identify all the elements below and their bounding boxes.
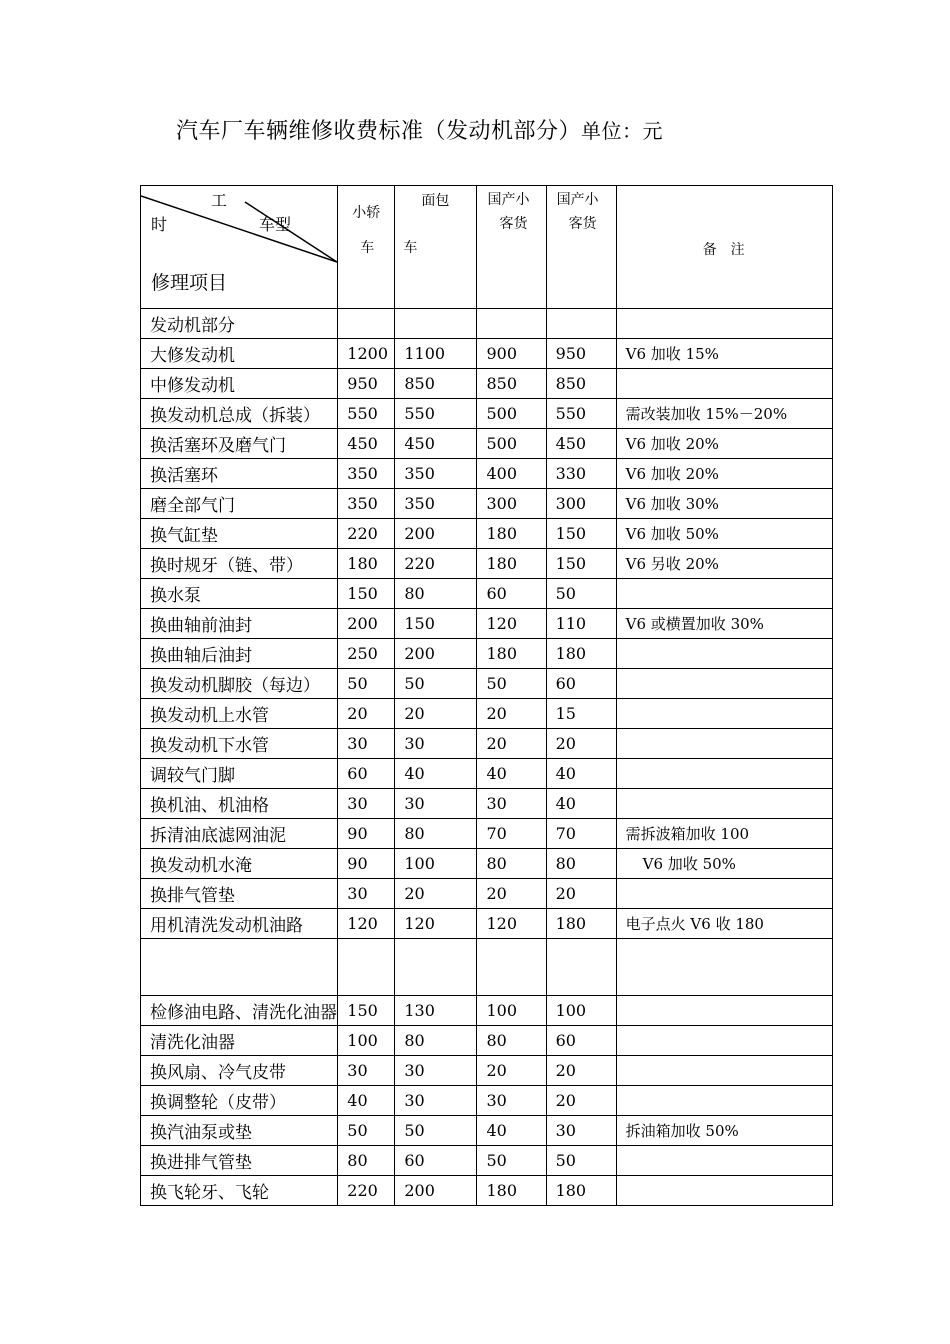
corner-header-cell — [141, 186, 338, 309]
col-header-line1: 小轿 — [352, 205, 381, 221]
repair-item-cell: 换机油、机油格 — [141, 789, 338, 819]
domestic-1-fee-cell: 40 — [477, 1116, 546, 1146]
van-fee-cell: 220 — [395, 549, 477, 579]
table-row — [141, 579, 833, 609]
domestic-2-fee-cell: 180 — [546, 639, 616, 669]
van-fee-cell: 40 — [395, 759, 477, 789]
repair-item-cell: 换调整轮（皮带） — [141, 1086, 338, 1116]
sedan-fee-cell: 50 — [338, 669, 395, 699]
repair-item-cell: 拆清油底滤网油泥 — [141, 819, 338, 849]
domestic-1-fee-cell: 50 — [477, 1146, 546, 1176]
remarks-cell: V6 加收 20% — [616, 459, 832, 489]
sedan-fee-cell: 100 — [338, 1026, 395, 1056]
domestic-1-fee-cell: 20 — [477, 879, 546, 909]
van-fee-cell: 450 — [395, 429, 477, 459]
van-fee-cell: 200 — [395, 639, 477, 669]
van-fee-cell: 80 — [395, 819, 477, 849]
table-row — [141, 1056, 833, 1086]
domestic-1-fee-cell: 120 — [477, 909, 546, 939]
remarks-cell — [616, 1026, 832, 1056]
col-header-line2: 客货 — [568, 216, 597, 232]
sedan-fee-cell: 220 — [338, 1176, 395, 1206]
remarks-cell: V6 加收 30% — [616, 489, 832, 519]
remarks-cell: 拆油箱加收 50% — [616, 1116, 832, 1146]
domestic-2-fee-cell: 50 — [546, 1146, 616, 1176]
van-fee-cell: 120 — [395, 909, 477, 939]
title-unit: 单位：元 — [581, 119, 664, 143]
sedan-fee-cell: 150 — [338, 579, 395, 609]
remarks-cell — [616, 879, 832, 909]
col-header-line2: 客货 — [499, 216, 528, 232]
table-row — [141, 819, 833, 849]
domestic-2-fee-cell: 20 — [546, 1086, 616, 1116]
sedan-fee-cell: 60 — [338, 759, 395, 789]
domestic-1-fee-cell: 180 — [477, 549, 546, 579]
domestic-2-fee-cell: 30 — [546, 1116, 616, 1146]
domestic-1-fee-cell: 500 — [477, 399, 546, 429]
domestic-1-fee-cell: 80 — [477, 1026, 546, 1056]
van-fee-cell: 550 — [395, 399, 477, 429]
remarks-cell: V6 加收 50% — [616, 849, 832, 879]
remarks-cell — [616, 699, 832, 729]
sedan-fee-cell: 550 — [338, 399, 395, 429]
remarks-cell: V6 加收 15% — [616, 339, 832, 369]
header-vehicle-type: 车型 — [259, 215, 292, 234]
table-row — [141, 1176, 833, 1206]
sedan-fee-cell — [338, 939, 395, 996]
col-header-line1: 国产小 — [556, 192, 599, 208]
remarks-cell: V6 另收 20% — [616, 549, 832, 579]
remarks-cell — [616, 1086, 832, 1116]
sedan-fee-cell: 350 — [338, 459, 395, 489]
remarks-cell — [616, 639, 832, 669]
repair-item-cell: 换发动机水淹 — [141, 849, 338, 879]
repair-item-cell: 检修油电路、清洗化油器 — [141, 996, 338, 1026]
col-header-remarks-label: 备 注 — [702, 242, 745, 258]
title-main: 汽车厂车辆维修收费标准（发动机部分） — [176, 119, 582, 144]
repair-item-cell: 换曲轴后油封 — [141, 639, 338, 669]
domestic-1-fee-cell: 80 — [477, 849, 546, 879]
table-row — [141, 1026, 833, 1056]
remarks-cell — [616, 369, 832, 399]
repair-item-cell: 换进排气管垫 — [141, 1146, 338, 1176]
domestic-1-fee-cell: 180 — [477, 519, 546, 549]
sedan-fee-cell: 90 — [338, 849, 395, 879]
sedan-fee-cell: 20 — [338, 699, 395, 729]
table-row — [141, 1146, 833, 1176]
repair-item-cell: 换发动机脚胶（每边） — [141, 669, 338, 699]
table-row — [141, 669, 833, 699]
domestic-1-fee-cell: 40 — [477, 759, 546, 789]
table-row — [141, 759, 833, 789]
header-shi: 时 — [151, 215, 168, 234]
table-row — [141, 639, 833, 669]
remarks-cell: 电子点火 V6 收 180 — [616, 909, 832, 939]
van-fee-cell: 200 — [395, 519, 477, 549]
van-fee-cell: 30 — [395, 1056, 477, 1086]
col-header-line2: 车 — [403, 240, 418, 256]
domestic-2-fee-cell: 180 — [546, 909, 616, 939]
domestic-2-fee-cell: 450 — [546, 429, 616, 459]
domestic-1-fee-cell: 20 — [477, 1056, 546, 1086]
van-fee-cell: 50 — [395, 1116, 477, 1146]
domestic-1-fee-cell: 180 — [477, 1176, 546, 1206]
table-row — [141, 609, 833, 639]
sedan-fee-cell: 200 — [338, 609, 395, 639]
sedan-fee-cell: 80 — [338, 1146, 395, 1176]
col-header-domestic-2 — [546, 186, 616, 309]
van-fee-cell: 850 — [395, 369, 477, 399]
sedan-fee-cell: 50 — [338, 1116, 395, 1146]
domestic-2-fee-cell: 110 — [546, 609, 616, 639]
domestic-2-fee-cell: 180 — [546, 1176, 616, 1206]
remarks-cell — [616, 939, 832, 996]
remarks-cell: V6 加收 20% — [616, 429, 832, 459]
van-fee-cell: 350 — [395, 489, 477, 519]
repair-item-cell: 换曲轴前油封 — [141, 609, 338, 639]
header-repair-item: 修理项目 — [151, 272, 228, 294]
repair-item-cell: 大修发动机 — [141, 339, 338, 369]
remarks-cell: V6 加收 50% — [616, 519, 832, 549]
col-header-sedan — [338, 186, 395, 309]
van-fee-cell — [395, 939, 477, 996]
domestic-1-fee-cell: 20 — [477, 699, 546, 729]
repair-item-cell: 调较气门脚 — [141, 759, 338, 789]
repair-item-cell: 换活塞环 — [141, 459, 338, 489]
domestic-2-fee-cell — [546, 939, 616, 996]
domestic-1-fee-cell: 500 — [477, 429, 546, 459]
header-row — [141, 186, 833, 309]
table-row — [141, 369, 833, 399]
remarks-cell — [616, 729, 832, 759]
col-header-van — [395, 186, 477, 309]
domestic-2-fee-cell: 40 — [546, 789, 616, 819]
domestic-2-fee-cell: 20 — [546, 729, 616, 759]
repair-item-cell: 清洗化油器 — [141, 1026, 338, 1056]
van-fee-cell: 30 — [395, 1086, 477, 1116]
sedan-fee-cell: 220 — [338, 519, 395, 549]
van-fee-cell: 130 — [395, 996, 477, 1026]
domestic-1-fee-cell — [477, 939, 546, 996]
remarks-cell — [616, 1146, 832, 1176]
domestic-1-fee-cell: 70 — [477, 819, 546, 849]
section-label: 发动机部分 — [141, 309, 338, 339]
table-row — [141, 399, 833, 429]
repair-item-cell: 磨全部气门 — [141, 489, 338, 519]
table-row — [141, 939, 833, 996]
repair-item-cell: 换活塞环及磨气门 — [141, 429, 338, 459]
sedan-fee-cell: 90 — [338, 819, 395, 849]
table-row — [141, 729, 833, 759]
remarks-cell — [616, 996, 832, 1026]
table-row — [141, 489, 833, 519]
domestic-2-fee-cell: 60 — [546, 669, 616, 699]
col-header-line2: 车 — [360, 240, 375, 256]
domestic-2-fee-cell: 70 — [546, 819, 616, 849]
domestic-1-fee-cell: 900 — [477, 339, 546, 369]
table-row — [141, 519, 833, 549]
remarks-cell: V6 或横置加收 30% — [616, 609, 832, 639]
van-fee-cell: 80 — [395, 1026, 477, 1056]
repair-item-cell: 换发动机上水管 — [141, 699, 338, 729]
van-fee-cell: 350 — [395, 459, 477, 489]
domestic-2-fee-cell: 950 — [546, 339, 616, 369]
sedan-fee-cell: 30 — [338, 729, 395, 759]
van-fee-cell: 20 — [395, 879, 477, 909]
sedan-fee-cell: 150 — [338, 996, 395, 1026]
domestic-2-fee-cell: 850 — [546, 369, 616, 399]
van-fee-cell: 60 — [395, 1146, 477, 1176]
domestic-2-fee-cell: 300 — [546, 489, 616, 519]
van-fee-cell: 150 — [395, 609, 477, 639]
sedan-fee-cell: 30 — [338, 879, 395, 909]
domestic-1-fee-cell: 400 — [477, 459, 546, 489]
domestic-1-fee-cell: 20 — [477, 729, 546, 759]
repair-item-cell: 中修发动机 — [141, 369, 338, 399]
col-header-domestic-1 — [477, 186, 546, 309]
col-header-remarks — [616, 186, 832, 309]
repair-item-cell: 换排气管垫 — [141, 879, 338, 909]
van-fee-cell: 30 — [395, 789, 477, 819]
sedan-fee-cell: 180 — [338, 549, 395, 579]
domestic-2-fee-cell: 550 — [546, 399, 616, 429]
domestic-2-fee-cell: 40 — [546, 759, 616, 789]
sedan-fee-cell: 120 — [338, 909, 395, 939]
table-row — [141, 879, 833, 909]
repair-item-cell: 换发动机总成（拆装） — [141, 399, 338, 429]
sedan-fee-cell: 950 — [338, 369, 395, 399]
van-fee-cell: 200 — [395, 1176, 477, 1206]
domestic-1-fee-cell: 850 — [477, 369, 546, 399]
repair-item-cell: 换汽油泵或垫 — [141, 1116, 338, 1146]
domestic-1-fee-cell: 100 — [477, 996, 546, 1026]
domestic-1-fee-cell: 120 — [477, 609, 546, 639]
page-title — [176, 114, 663, 145]
domestic-2-fee-cell: 100 — [546, 996, 616, 1026]
domestic-2-fee-cell: 60 — [546, 1026, 616, 1056]
domestic-2-fee-cell: 15 — [546, 699, 616, 729]
sedan-fee-cell: 40 — [338, 1086, 395, 1116]
table-row — [141, 699, 833, 729]
sedan-fee-cell: 450 — [338, 429, 395, 459]
sedan-fee-cell: 250 — [338, 639, 395, 669]
sedan-fee-cell: 350 — [338, 489, 395, 519]
sedan-fee-cell: 30 — [338, 1056, 395, 1086]
table-row — [141, 1086, 833, 1116]
van-fee-cell: 1100 — [395, 339, 477, 369]
repair-item-cell: 换气缸垫 — [141, 519, 338, 549]
repair-item-cell: 换风扇、冷气皮带 — [141, 1056, 338, 1086]
domestic-2-fee-cell: 150 — [546, 549, 616, 579]
repair-item-cell: 换发动机下水管 — [141, 729, 338, 759]
van-fee-cell: 100 — [395, 849, 477, 879]
domestic-2-fee-cell: 20 — [546, 1056, 616, 1086]
remarks-cell — [616, 759, 832, 789]
remarks-cell — [616, 579, 832, 609]
domestic-2-fee-cell: 50 — [546, 579, 616, 609]
domestic-1-fee-cell: 30 — [477, 789, 546, 819]
col-header-line1: 国产小 — [487, 192, 530, 208]
repair-item-cell: 换飞轮牙、飞轮 — [141, 1176, 338, 1206]
repair-item-cell: 换时规牙（链、带） — [141, 549, 338, 579]
remarks-cell — [616, 789, 832, 819]
table-row — [141, 429, 833, 459]
van-fee-cell: 50 — [395, 669, 477, 699]
domestic-1-fee-cell: 300 — [477, 489, 546, 519]
repair-item-cell: 换水泵 — [141, 579, 338, 609]
section-row — [141, 309, 833, 339]
table-row — [141, 849, 833, 879]
fee-table — [140, 185, 833, 1206]
table-row — [141, 789, 833, 819]
domestic-1-fee-cell: 50 — [477, 669, 546, 699]
table-row — [141, 339, 833, 369]
van-fee-cell: 30 — [395, 729, 477, 759]
sedan-fee-cell: 1200 — [338, 339, 395, 369]
domestic-1-fee-cell: 60 — [477, 579, 546, 609]
domestic-2-fee-cell: 80 — [546, 849, 616, 879]
table-row — [141, 549, 833, 579]
domestic-1-fee-cell: 180 — [477, 639, 546, 669]
remarks-cell: 需拆波箱加收 100 — [616, 819, 832, 849]
repair-item-cell: 用机清洗发动机油路 — [141, 909, 338, 939]
header-gong: 工 — [211, 191, 228, 210]
col-header-line1: 面包 — [421, 193, 450, 209]
domestic-2-fee-cell: 150 — [546, 519, 616, 549]
table-row — [141, 1116, 833, 1146]
remarks-cell — [616, 1176, 832, 1206]
table-row — [141, 459, 833, 489]
sedan-fee-cell: 30 — [338, 789, 395, 819]
table-row — [141, 996, 833, 1026]
table-row — [141, 909, 833, 939]
van-fee-cell: 80 — [395, 579, 477, 609]
van-fee-cell: 20 — [395, 699, 477, 729]
domestic-1-fee-cell: 30 — [477, 1086, 546, 1116]
remarks-cell — [616, 669, 832, 699]
domestic-2-fee-cell: 330 — [546, 459, 616, 489]
repair-item-cell — [141, 939, 338, 996]
remarks-cell: 需改装加收 15%－20% — [616, 399, 832, 429]
domestic-2-fee-cell: 20 — [546, 879, 616, 909]
remarks-cell — [616, 1056, 832, 1086]
